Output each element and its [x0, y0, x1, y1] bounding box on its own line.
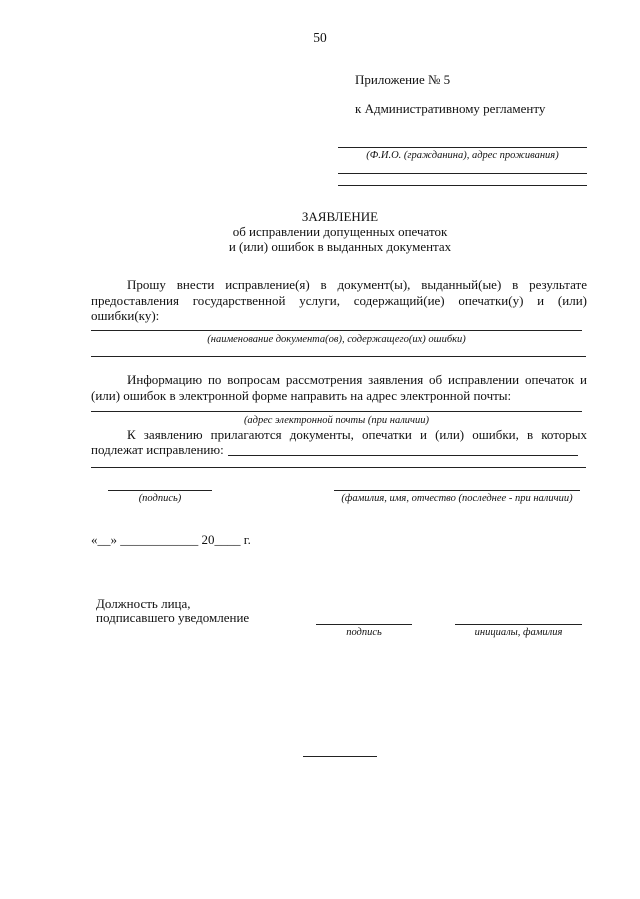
info-line-1: Информацию по вопросам рассмотрения заявления об исправлении опечаток и: [127, 372, 587, 387]
request-line-2: предоставления государственной услуги, содержащий(ие) опечатки(у) и (или): [91, 293, 587, 308]
official-position-line-2: подписавшего уведомление: [96, 610, 250, 625]
attach-line-1: К заявлению прилагаются документы, опечатки и (или) ошибки, в которых: [127, 427, 587, 442]
official-signature-caption: подпись: [346, 627, 382, 638]
applicant-line-3: [338, 185, 587, 186]
document-name-line: [91, 330, 582, 331]
applicant-caption: (Ф.И.О. (гражданина), адрес проживания): [366, 150, 559, 161]
official-signature-line: [316, 624, 412, 625]
applicant-name-caption: (фамилия, имя, отчество (последнее - при наличии): [341, 493, 573, 504]
attach-line-blank: [91, 467, 586, 468]
applicant-line: [338, 147, 587, 148]
attach-line-2: подлежат исправлению:: [91, 442, 224, 457]
attach-fill-line: [228, 455, 578, 456]
applicant-signature-line: [108, 490, 212, 491]
applicant-line-2: [338, 173, 587, 174]
appendix-subtitle: к Административному регламенту: [355, 101, 546, 116]
document-name-caption: (наименование документа(ов), содержащего(их) ошибки): [207, 334, 466, 345]
appendix-title: Приложение № 5: [355, 72, 451, 87]
statement-title: ЗАЯВЛЕНИЕ: [301, 209, 379, 224]
request-line-3: ошибки(ку):: [91, 308, 160, 323]
official-initials-caption: инициалы, фамилия: [474, 627, 563, 638]
page-number: 50: [313, 30, 327, 45]
info-line-2: (или) ошибок в электронной форме направить на адрес электронной почты:: [91, 388, 512, 403]
official-position-line-1: Должность лица,: [96, 596, 191, 611]
applicant-signature-caption: (подпись): [138, 493, 182, 504]
applicant-name-line: [334, 490, 580, 491]
request-line-1: Прошу внести исправление(я) в документ(ы), выданный(ые) в результате: [127, 277, 587, 292]
email-caption: (адрес электронной почты (при наличии): [243, 415, 430, 426]
official-initials-line: [455, 624, 582, 625]
email-line: [91, 411, 582, 412]
closing-divider: [303, 756, 377, 757]
statement-subtitle-1: об исправлении допущенных опечаток: [232, 224, 448, 239]
document-name-line-2: [91, 356, 586, 357]
statement-subtitle-2: и (или) ошибок в выданных документах: [228, 239, 452, 254]
date-line: «__» ____________ 20____ г.: [91, 532, 251, 547]
